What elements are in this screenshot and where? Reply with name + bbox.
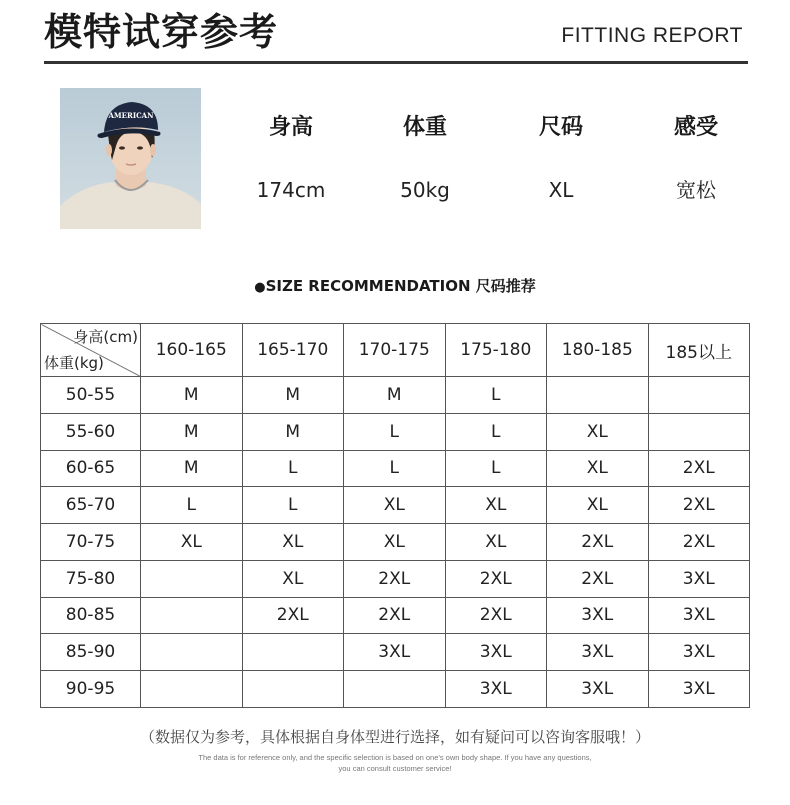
size-cell: L [445, 413, 547, 450]
info-height-label: 身高 [268, 115, 313, 140]
size-cell [547, 377, 649, 414]
page-subtitle: FITTING REPORT [561, 24, 743, 47]
disclaimer-fine-print [0, 752, 790, 774]
table-row [41, 671, 750, 708]
row-weight-cell: 55-60 [41, 413, 141, 450]
info-feeling-value: 宽松 [676, 178, 716, 202]
row-weight-cell: 65-70 [41, 487, 141, 524]
size-cell: 3XL [445, 671, 547, 708]
info-weight-label: 体重 [402, 115, 447, 140]
size-chart-table [40, 323, 750, 708]
size-cell: XL [242, 560, 344, 597]
fine-print-line: The data is for reference only, and the specific selection is based on one's own body shape. If you have any questions, [198, 753, 592, 762]
size-cell: 2XL [648, 524, 750, 561]
info-weight [360, 108, 490, 204]
size-cell: M [242, 377, 344, 414]
size-cell [141, 671, 243, 708]
info-weight-value: 50kg [400, 178, 450, 202]
disclaimer-note: （数据仅为参考，具体根据自身体型进行选择，如有疑问可以咨询客服哦！） [139, 728, 650, 746]
size-cell: 3XL [648, 597, 750, 634]
size-cell: XL [547, 413, 649, 450]
table-row [41, 377, 750, 414]
row-weight-cell: 70-75 [41, 524, 141, 561]
table-row [41, 634, 750, 671]
size-cell: 3XL [547, 597, 649, 634]
size-cell [141, 597, 243, 634]
size-cell: 3XL [547, 634, 649, 671]
size-cell [648, 377, 750, 414]
table-row [41, 413, 750, 450]
size-cell: L [141, 487, 243, 524]
table-corner-cell [41, 324, 141, 377]
height-axis-label: 身高(cm) [73, 328, 138, 346]
size-cell [242, 634, 344, 671]
size-cell: 2XL [445, 560, 547, 597]
size-cell: XL [344, 487, 446, 524]
table-row [41, 487, 750, 524]
model-photo-illustration [60, 88, 201, 229]
info-feeling-label: 感受 [673, 115, 718, 140]
info-height-value: 174cm [256, 178, 326, 202]
size-cell: L [445, 450, 547, 487]
size-cell: 2XL [445, 597, 547, 634]
size-cell: 3XL [445, 634, 547, 671]
size-cell: 3XL [648, 634, 750, 671]
table-row [41, 560, 750, 597]
table-row [41, 597, 750, 634]
size-cell: XL [445, 524, 547, 561]
size-cell: 2XL [547, 560, 649, 597]
size-cell: L [445, 377, 547, 414]
size-cell: M [242, 413, 344, 450]
row-weight-cell: 60-65 [41, 450, 141, 487]
size-cell: 2XL [344, 597, 446, 634]
size-cell: 2XL [648, 450, 750, 487]
cap-logo-text: AMERICAN [108, 111, 154, 120]
size-recommendation-label: SIZE RECOMMENDATION 尺码推荐 [265, 277, 536, 295]
size-cell [141, 634, 243, 671]
size-cell: L [344, 413, 446, 450]
page-title: 模特试穿参考 [44, 10, 279, 54]
column-header: 160-165 [141, 324, 243, 377]
info-feeling [631, 108, 761, 204]
size-cell [141, 560, 243, 597]
row-weight-cell: 90-95 [41, 671, 141, 708]
size-recommendation-title [0, 275, 790, 296]
table-header-row [41, 324, 750, 377]
column-header: 175-180 [445, 324, 547, 377]
weight-axis-label: 体重(kg) [44, 354, 104, 372]
size-cell: XL [445, 487, 547, 524]
column-header: 165-170 [242, 324, 344, 377]
table-row [41, 524, 750, 561]
info-size-value: XL [548, 178, 574, 202]
size-cell [242, 671, 344, 708]
size-cell: XL [141, 524, 243, 561]
column-header: 170-175 [344, 324, 446, 377]
size-cell: XL [344, 524, 446, 561]
table-body [41, 377, 750, 708]
size-cell: L [242, 487, 344, 524]
size-cell: 2XL [648, 487, 750, 524]
size-cell: 2XL [242, 597, 344, 634]
size-cell: XL [242, 524, 344, 561]
row-weight-cell: 80-85 [41, 597, 141, 634]
size-cell: L [242, 450, 344, 487]
size-cell: M [141, 377, 243, 414]
size-cell: 3XL [648, 671, 750, 708]
row-weight-cell: 75-80 [41, 560, 141, 597]
column-header: 185以上 [648, 324, 750, 377]
size-cell [344, 671, 446, 708]
info-height [226, 108, 356, 204]
info-size-label: 尺码 [538, 115, 583, 140]
size-cell: XL [547, 487, 649, 524]
table-row [41, 450, 750, 487]
model-photo [60, 88, 201, 229]
title-divider [44, 61, 748, 64]
row-weight-cell: 50-55 [41, 377, 141, 414]
bullet-icon: ● [254, 280, 266, 295]
row-weight-cell: 85-90 [41, 634, 141, 671]
size-cell: 2XL [547, 524, 649, 561]
size-cell: L [344, 450, 446, 487]
fine-print-line: you can consult customer service! [338, 764, 452, 773]
size-cell: 3XL [344, 634, 446, 671]
column-header: 180-185 [547, 324, 649, 377]
size-cell: 3XL [648, 560, 750, 597]
size-cell: 2XL [344, 560, 446, 597]
info-size [496, 108, 626, 204]
size-cell: M [141, 450, 243, 487]
size-cell: M [141, 413, 243, 450]
size-cell: M [344, 377, 446, 414]
size-cell [648, 413, 750, 450]
size-cell: 3XL [547, 671, 649, 708]
size-cell: XL [547, 450, 649, 487]
